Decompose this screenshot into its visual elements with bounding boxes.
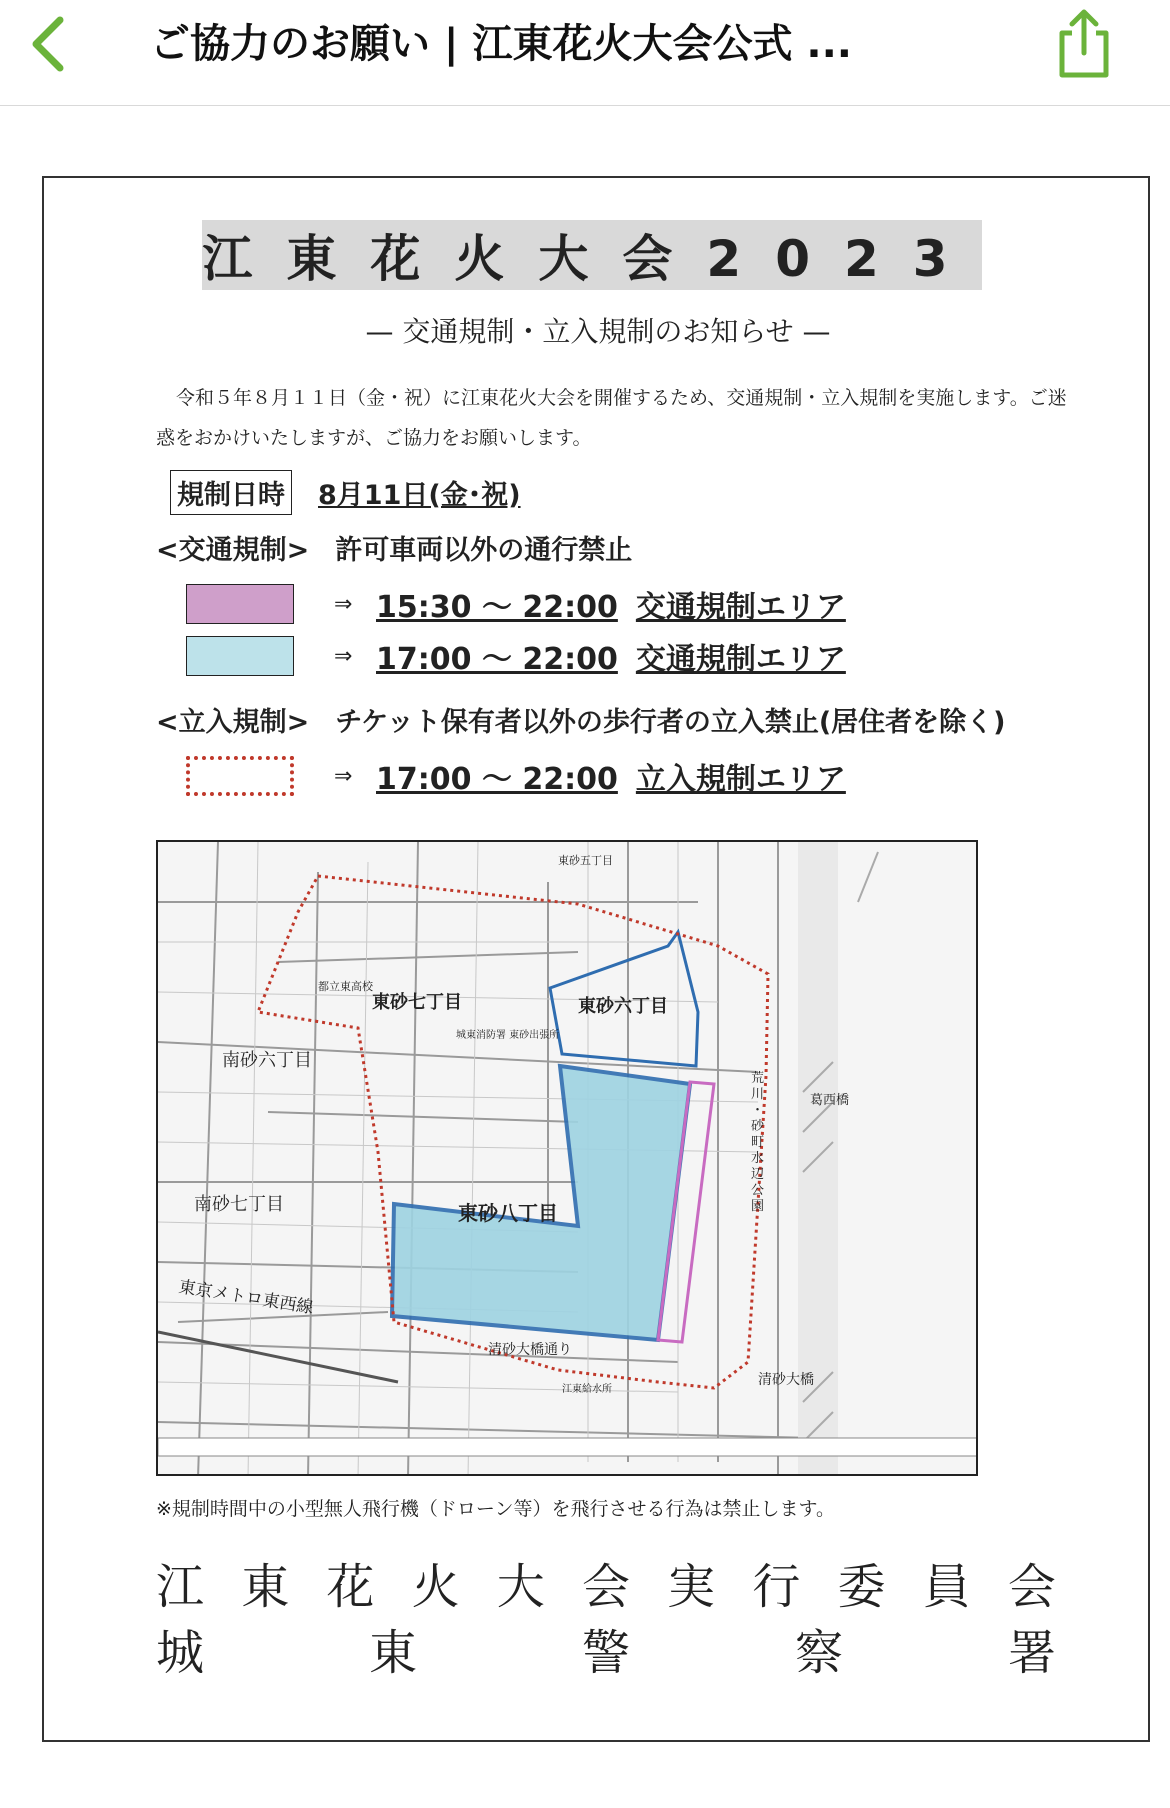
organizer-char: 花: [326, 1559, 375, 1615]
label-ss7: 東砂七丁目: [372, 992, 462, 1013]
document-title: 江東花火大会2023: [202, 220, 982, 290]
legend-area: 交通規制エリア: [635, 590, 846, 625]
share-button[interactable]: [1048, 4, 1120, 84]
arrow: ⇒: [334, 763, 353, 789]
label-ms6: 南砂六丁目: [222, 1050, 312, 1071]
pink-swatch: [186, 584, 294, 624]
back-button[interactable]: [18, 14, 78, 74]
label-kiyosuna-bridge: 清砂大橋: [758, 1372, 814, 1388]
label-ss8: 東砂八丁目: [458, 1201, 558, 1225]
document-intro: 令和５年８月１１日（金・祝）に江東花火大会を開催するため、交通規制・立入規制を実施します。ご迷惑をおかけいたしますが、ご協力をお願いします。: [156, 387, 1067, 449]
document-subtitle: — 交通規制・立入規制のお知らせ —: [365, 315, 831, 348]
chevron-left-icon: [28, 14, 68, 74]
organizer-char: 行: [752, 1559, 801, 1615]
organizer-char: 員: [922, 1559, 971, 1615]
label-ss6: 東砂六丁目: [578, 996, 668, 1017]
drone-notice: ※規制時間中の小型無人飛行機（ドローン等）を飛行させる行為は禁止します。: [156, 1498, 836, 1520]
page-title: ご協力のお願い | 江東花火大会公式 ...: [150, 21, 852, 67]
organizer-char: 察: [794, 1625, 843, 1681]
label-metro: 東京メトロ東西線: [177, 1277, 315, 1319]
legend-time: 15:30 ～ 22:00: [376, 590, 618, 625]
traffic-heading: [156, 528, 632, 568]
entry-heading: [156, 700, 1006, 740]
top-bar: [0, 0, 1170, 106]
date-value: 8月11日(金･祝): [318, 479, 521, 511]
legend-text: [376, 634, 846, 678]
legend-text: [376, 582, 846, 626]
arrow: ⇒: [334, 643, 353, 669]
organizer-char: 会: [1007, 1559, 1056, 1615]
red-dotted-swatch: [186, 756, 294, 796]
arrow: ⇒: [334, 591, 353, 617]
legend-red-dotted: [186, 754, 846, 798]
legend-text: [376, 754, 846, 798]
share-icon: [1052, 7, 1116, 81]
label-ms7: 南砂七丁目: [194, 1194, 284, 1215]
organizer-char: 署: [1007, 1625, 1056, 1681]
date-label: 規制日時: [170, 470, 292, 515]
organizer-char: 実: [667, 1559, 716, 1615]
traffic-description: 許可車両以外の通行禁止: [335, 535, 633, 566]
organizer-char: 大: [496, 1559, 545, 1615]
label-arakawa: [751, 1071, 765, 1214]
notice-document: [42, 176, 1150, 1742]
legend-area: 立入規制エリア: [635, 762, 846, 797]
legend-time: 17:00 ～ 22:00: [376, 642, 618, 677]
organizer-char: 会: [581, 1559, 630, 1615]
organizer-char: 東: [241, 1559, 290, 1615]
legend-time: 17:00 ～ 22:00: [376, 762, 618, 797]
organizer-committee: [156, 1548, 1056, 1617]
entry-heading-label: <立入規制>: [156, 707, 310, 738]
regulation-map: [156, 840, 978, 1476]
organizer-police: [156, 1614, 1056, 1683]
label-ss5: 東砂五丁目: [558, 854, 613, 867]
organizer-char: 警: [581, 1625, 630, 1681]
organizer-char: 委: [837, 1559, 886, 1615]
organizer-char: 東: [368, 1625, 417, 1681]
svg-text:荒川・砂町水辺公園: 荒川・砂町水辺公園: [751, 1071, 765, 1214]
legend-area: 交通規制エリア: [635, 642, 846, 677]
organizer-char: 城: [156, 1625, 205, 1681]
legend-pink: [186, 582, 846, 626]
blue-swatch: [186, 636, 294, 676]
label-toritsu: 都立東高校: [318, 980, 373, 993]
label-kyusui: 江東給水所: [562, 1384, 612, 1395]
traffic-heading-label: <交通規制>: [156, 535, 310, 566]
regulation-date-row: [170, 470, 521, 514]
map-svg: [158, 842, 978, 1476]
label-keisatsu: 城東消防署 東砂出張所: [456, 1030, 560, 1041]
label-katsunishi: 葛西橋: [810, 1093, 850, 1108]
entry-description: チケット保有者以外の歩行者の立入禁止(居住者を除く): [335, 707, 1006, 738]
organizer-char: 江: [156, 1559, 205, 1615]
label-kiyosuna: 清砂大橋通り: [488, 1342, 572, 1358]
legend-blue: [186, 634, 846, 678]
organizer-char: 火: [411, 1559, 460, 1615]
